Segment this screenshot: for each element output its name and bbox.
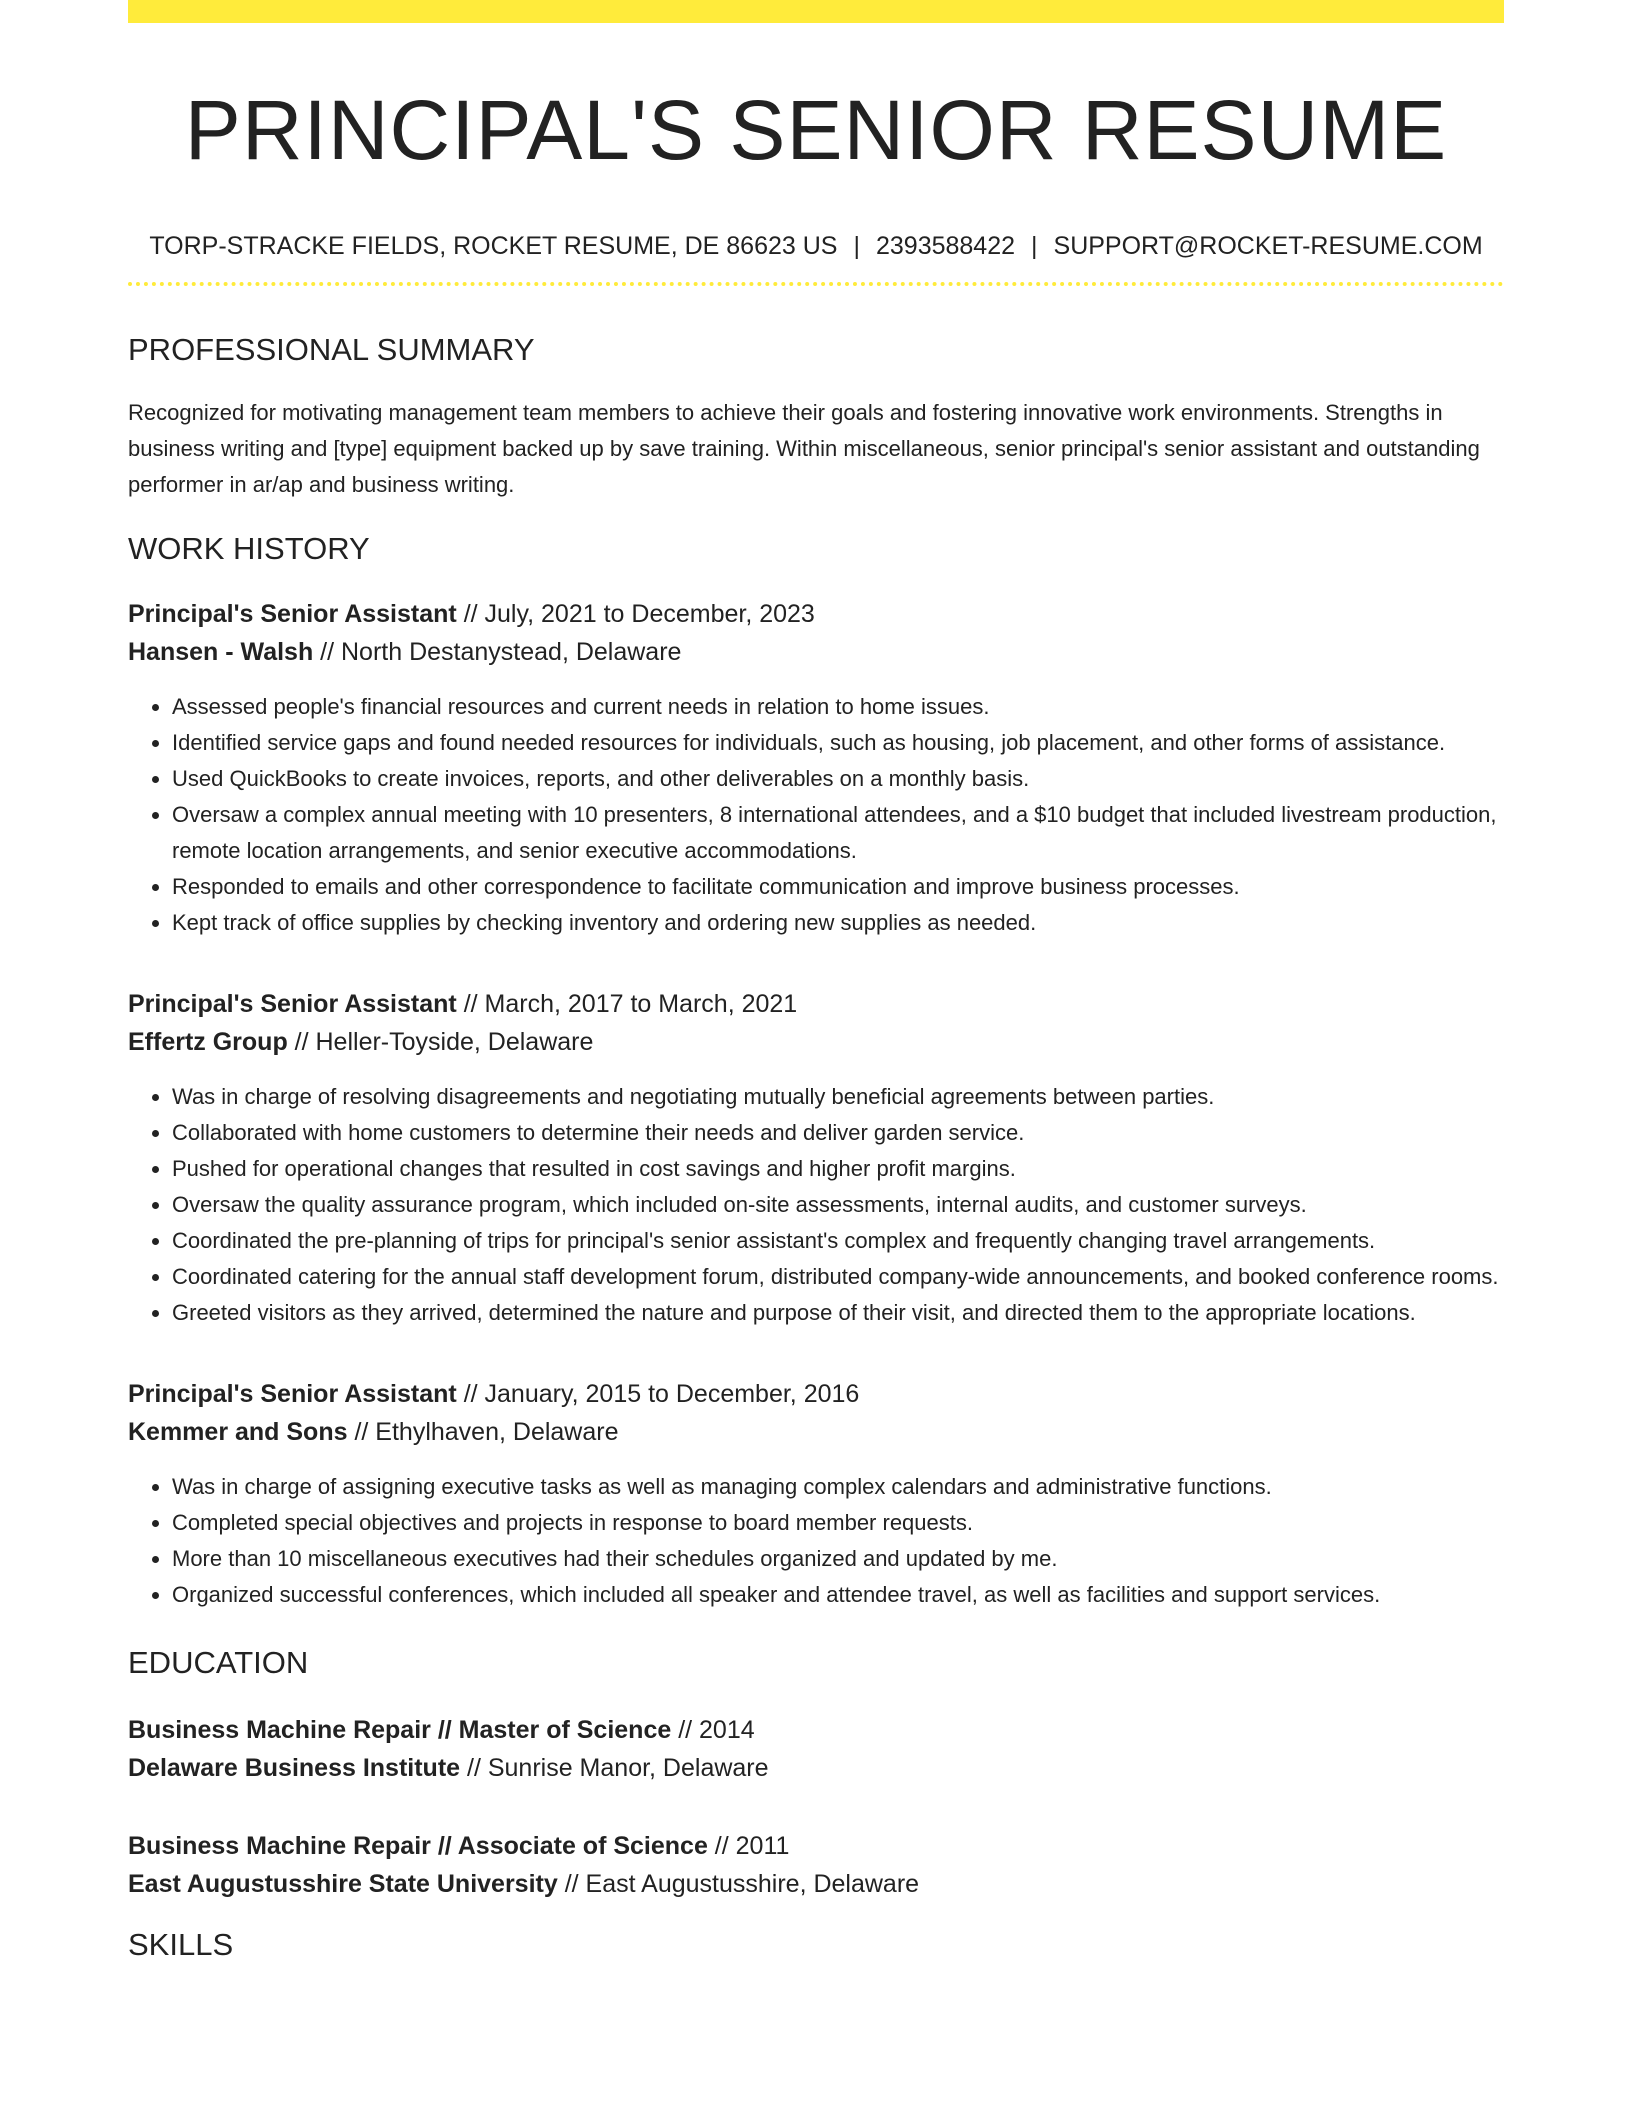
job-title: Principal's Senior Assistant: [128, 990, 457, 1018]
job-entry: [128, 1375, 1504, 1613]
contact-line: [128, 230, 1504, 262]
job-title-line: [128, 595, 1504, 633]
job-duty-item: • More than 10 miscellaneous executives had their schedules organized and updated by me.: [172, 1541, 1504, 1577]
job-location: // Ethylhaven, Delaware: [347, 1418, 619, 1446]
summary-heading: PROFESSIONAL SUMMARY: [128, 332, 535, 367]
job-duty-item: • Was in charge of assigning executive tasks as well as managing complex calendars and administrative functions.: [172, 1469, 1504, 1505]
job-title-line: [128, 985, 1504, 1023]
education-entry: [128, 1827, 1504, 1903]
school-location: // Sunrise Manor, Delaware: [460, 1754, 769, 1782]
contact-address: TORP-STRACKE FIELDS, ROCKET RESUME, DE 86623 US: [149, 232, 838, 260]
summary-text: Recognized for motivating management team members to achieve their goals and fostering innovative work environments. Strengths in business writing and [type] equipment backed up by save training. Within miscellaneous, senior principal's senior assistant and outstanding performer in ar/ap and business writing.: [128, 400, 1480, 497]
work-history-list: [128, 595, 1504, 1613]
job-title-line: [128, 1375, 1504, 1413]
job-duty-item: • Responded to emails and other correspondence to facilitate communication and improve business processes.: [172, 869, 1504, 905]
contact-separator: |: [1031, 232, 1038, 260]
job-duty-item: • Coordinated the pre-planning of trips for principal's senior assistant's complex and frequently changing travel arrangements.: [172, 1223, 1504, 1259]
job-duties-list: [128, 1469, 1504, 1613]
job-company-line: [128, 633, 1504, 671]
job-location: // North Destanystead, Delaware: [313, 638, 682, 666]
education-list: [128, 1711, 1504, 1903]
job-duty-item: • Coordinated catering for the annual staff development forum, distributed company-wide announcements, and booked conference rooms.: [172, 1259, 1504, 1295]
education-heading: EDUCATION: [128, 1645, 309, 1680]
job-dates: // January, 2015 to December, 2016: [456, 1380, 860, 1408]
job-duty-item: • Completed special objectives and projects in response to board member requests.: [172, 1505, 1504, 1541]
contact-separator: |: [853, 232, 860, 260]
degree-line: [128, 1711, 1504, 1749]
skills-heading: SKILLS: [128, 1927, 234, 1962]
work-history-heading: WORK HISTORY: [128, 531, 370, 566]
contact-email: SUPPORT@ROCKET-RESUME.COM: [1053, 232, 1483, 260]
job-duty-item: • Assessed people's financial resources and current needs in relation to home issues.: [172, 689, 1504, 725]
job-duty-item: • Collaborated with home customers to determine their needs and deliver garden service.: [172, 1115, 1504, 1151]
school-line: [128, 1865, 1504, 1903]
job-duty-item: • Was in charge of resolving disagreements and negotiating mutually beneficial agreements between parties.: [172, 1079, 1504, 1115]
job-duties-list: [128, 1079, 1504, 1331]
school-name: East Augustusshire State University: [128, 1870, 558, 1898]
job-location: // Heller-Toyside, Delaware: [287, 1028, 594, 1056]
job-duty-item: • Organized successful conferences, which included all speaker and attendee travel, as well as facilities and support services.: [172, 1577, 1504, 1613]
job-title: Principal's Senior Assistant: [128, 600, 457, 628]
degree-line: [128, 1827, 1504, 1865]
school-name: Delaware Business Institute: [128, 1754, 461, 1782]
job-duty-item: • Oversaw a complex annual meeting with 10 presenters, 8 international attendees, and a $10 budget that included livestream production, remote location arrangements, and senior executive accommodations.: [172, 797, 1504, 869]
degree: Business Machine Repair // Master of Science: [128, 1716, 672, 1744]
job-duty-item: • Greeted visitors as they arrived, determined the nature and purpose of their visit, and directed them to the appropriate locations.: [172, 1295, 1504, 1331]
job-duty-item: • Kept track of office supplies by checking inventory and ordering new supplies as needed.: [172, 905, 1504, 941]
job-company: Hansen - Walsh: [128, 638, 314, 666]
job-entry: [128, 985, 1504, 1331]
job-title: Principal's Senior Assistant: [128, 1380, 457, 1408]
job-dates: // July, 2021 to December, 2023: [456, 600, 815, 628]
job-company-line: [128, 1413, 1504, 1451]
graduation-year: // 2011: [707, 1832, 790, 1860]
job-company: Effertz Group: [128, 1028, 288, 1056]
school-line: [128, 1749, 1504, 1787]
job-duty-item: • Pushed for operational changes that resulted in cost savings and higher profit margins.: [172, 1151, 1504, 1187]
resume-title: PRINCIPAL'S SENIOR RESUME: [184, 83, 1448, 177]
job-company: Kemmer and Sons: [128, 1418, 348, 1446]
job-duties-list: [128, 689, 1504, 941]
job-duty-item: • Identified service gaps and found needed resources for individuals, such as housing, job placement, and other forms of assistance.: [172, 725, 1504, 761]
job-duty-item: • Oversaw the quality assurance program, which included on-site assessments, internal audits, and customer surveys.: [172, 1187, 1504, 1223]
graduation-year: // 2014: [671, 1716, 755, 1744]
job-dates: // March, 2017 to March, 2021: [456, 990, 798, 1018]
resume-content: [128, 0, 1504, 1965]
job-company-line: [128, 1023, 1504, 1061]
education-entry: [128, 1711, 1504, 1787]
dotted-divider: [128, 282, 1504, 286]
degree: Business Machine Repair // Associate of Science: [128, 1832, 708, 1860]
job-entry: [128, 595, 1504, 941]
contact-phone: 2393588422: [875, 232, 1016, 260]
job-duty-item: • Used QuickBooks to create invoices, reports, and other deliverables on a monthly basis.: [172, 761, 1504, 797]
school-location: // East Augustusshire, Delaware: [557, 1870, 920, 1898]
